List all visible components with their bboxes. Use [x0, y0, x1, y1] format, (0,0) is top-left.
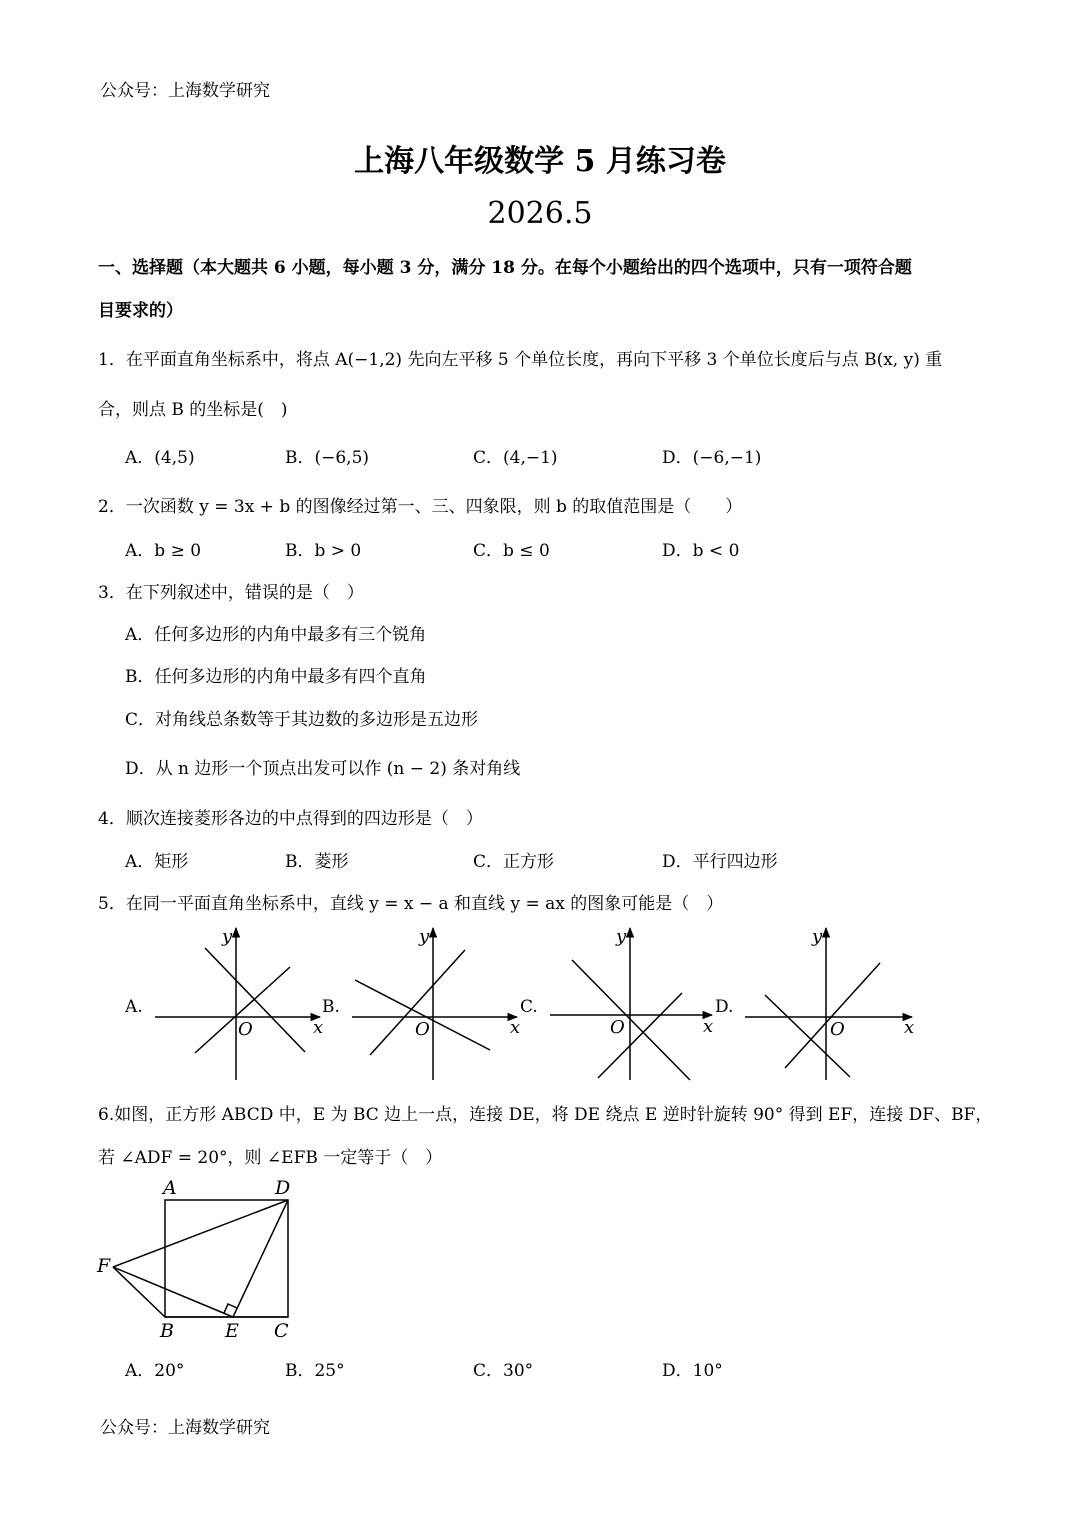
question-3-option-b: B．任何多边形的内角中最多有四个直角 [125, 667, 427, 687]
question-1-option-a: A．(4,5) [125, 448, 195, 468]
question-5-option-c: C. [520, 997, 538, 1017]
graph-a-line-1 [205, 948, 305, 1052]
graph-a [155, 928, 320, 1080]
question-2-option-c: C．b ≤ 0 [473, 541, 550, 561]
graph-a-x-label: x [313, 1017, 324, 1038]
graph-b-origin-label: O [415, 1019, 430, 1040]
question-4-option-c: C．正方形 [473, 852, 555, 872]
label-a: A [163, 1177, 177, 1199]
page-date: 2026.5 [487, 196, 593, 231]
graph-b [352, 928, 517, 1080]
graph-b-x-label: x [510, 1017, 521, 1038]
question-1-option-c: C．(4,−1) [473, 448, 558, 468]
question-2-option-a: A．b ≥ 0 [125, 541, 202, 561]
graph-a-y-label: y [222, 926, 233, 947]
question-1-line2: 合，则点 B 的坐标是( ) [98, 400, 288, 420]
segment-fe [113, 1267, 233, 1317]
question-1-option-d: D．(−6,−1) [662, 448, 762, 468]
graph-c-x-label: x [703, 1016, 714, 1037]
question-6-option-a: A．20° [125, 1361, 185, 1381]
graph-c-origin-label: O [610, 1017, 625, 1038]
graph-d-y-label: y [812, 926, 823, 947]
question-6-line1: 6.如图，正方形 ABCD 中，E 为 BC 边上一点，连接 DE，将 DE 绕点 E 逆时针旋转 90° 得到 EF，连接 DF、BF， [98, 1105, 993, 1125]
question-5-graphs [0, 920, 1080, 1090]
question-3-line1: 3．在下列叙述中，错误的是（ ） [98, 583, 364, 603]
question-2-option-d: D．b < 0 [662, 541, 740, 561]
label-c: C [274, 1320, 289, 1342]
graph-c-line-1 [572, 960, 690, 1080]
section-heading-line1: 一、选择题（本大题共 6 小题，每小题 3 分，满分 18 分。在每个小题给出的四个选项中，只有一项符合题 [98, 258, 912, 278]
question-6-option-b: B．25° [285, 1361, 345, 1381]
graph-b-y-label: y [419, 926, 430, 947]
question-3-option-a: A．任何多边形的内角中最多有三个锐角 [125, 625, 427, 645]
graph-c [550, 928, 712, 1080]
question-3-option-d: D．从 n 边形一个顶点出发可以作 (n − 2) 条对角线 [125, 759, 521, 779]
label-b: B [160, 1320, 174, 1342]
question-5-option-d: D. [715, 997, 734, 1017]
question-6-option-c: C．30° [473, 1361, 534, 1381]
page-title: 上海八年级数学 5 月练习卷 [354, 144, 726, 179]
label-e: E [225, 1320, 239, 1342]
label-f: F [97, 1255, 111, 1277]
question-4-option-a: A．矩形 [125, 852, 189, 872]
section-heading-line2: 目要求的） [98, 301, 183, 321]
question-1-option-b: B．(−6,5) [285, 448, 370, 468]
question-2-line1: 2．一次函数 y = 3x + b 的图像经过第一、三、四象限，则 b 的取值范围是（ ） [98, 497, 743, 517]
question-5-line1: 5．在同一平面直角坐标系中，直线 y = x − a 和直线 y = ax 的图象可能是（ ） [98, 894, 724, 914]
graph-a-origin-label: O [238, 1019, 253, 1040]
graph-d-line-2 [785, 963, 880, 1068]
question-5-option-a: A. [125, 997, 143, 1017]
question-4-line1: 4．顺次连接菱形各边的中点得到的四边形是（ ） [98, 809, 483, 829]
graph-c-y-label: y [616, 926, 627, 947]
footer-source: 公众号：上海数学研究 [100, 1418, 270, 1438]
graph-a-line-2 [195, 967, 290, 1053]
graph-d-origin-label: O [830, 1019, 845, 1040]
question-6-option-d: D．10° [662, 1361, 723, 1381]
graph-d [745, 928, 915, 1080]
question-6-line2: 若 ∠ADF = 20°，则 ∠EFB 一定等于（ ） [98, 1148, 443, 1168]
square-abcd [165, 1200, 288, 1317]
question-4-option-b: B．菱形 [285, 852, 349, 872]
question-2-option-b: B．b > 0 [285, 541, 362, 561]
question-3-option-c: C．对角线总条数等于其边数的多边形是五边形 [125, 710, 479, 730]
question-5-option-b: B. [322, 997, 340, 1017]
graph-d-x-label: x [904, 1017, 915, 1038]
question-1-line1: 1．在平面直角坐标系中，将点 A(−1,2) 先向左平移 5 个单位长度，再向下平移 3 个单位长度后与点 B(x, y) 重 [98, 350, 943, 370]
segment-fb [113, 1267, 165, 1317]
question-6-square-figure [90, 1172, 310, 1347]
label-d: D [275, 1177, 291, 1199]
header-source: 公众号：上海数学研究 [100, 81, 270, 101]
question-4-option-d: D．平行四边形 [662, 852, 778, 872]
